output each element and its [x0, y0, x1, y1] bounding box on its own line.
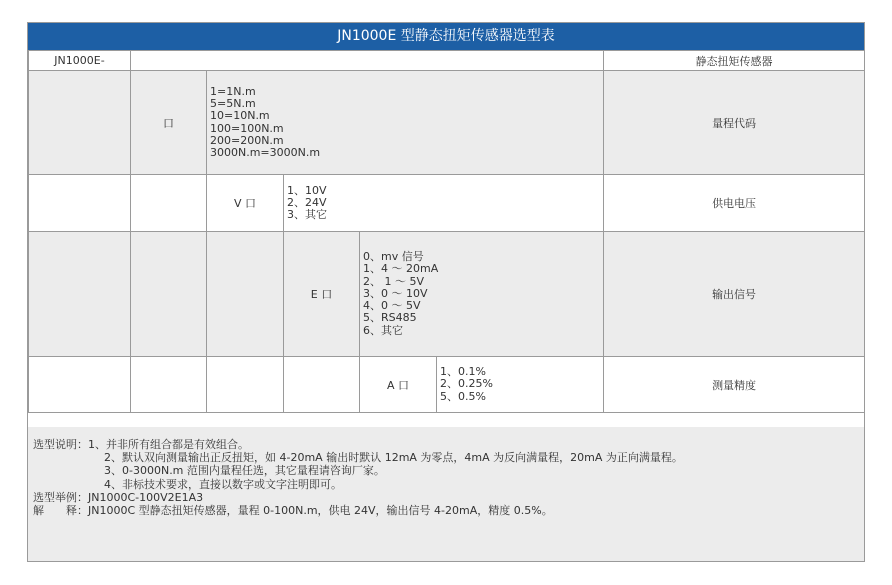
range-option: 1=1N.m: [210, 84, 256, 98]
output-options-cell: [360, 232, 604, 357]
accuracy-options-cell: [437, 357, 604, 413]
selection-table: [28, 50, 865, 413]
table-title: JN1000E 型静态扭矩传感器选型表: [28, 23, 864, 50]
output-label-cell: 输出信号: [604, 232, 865, 357]
output-option: 6、其它: [363, 323, 403, 337]
range-option: 100=100N.m: [210, 121, 284, 135]
output-row: [29, 232, 865, 357]
range-label-cell: 量程代码: [604, 71, 865, 175]
range-option: 200=200N.m: [210, 133, 284, 147]
empty-cell: [29, 175, 131, 232]
note-line: 选型说明：1、并非所有组合都是有效组合。: [33, 438, 249, 451]
accuracy-label-cell: 测量精度: [604, 357, 865, 413]
accuracy-code-cell: A 口: [360, 357, 437, 413]
empty-cell: [131, 175, 207, 232]
empty-cell: [131, 357, 207, 413]
accuracy-option: 5、0.5%: [440, 389, 486, 403]
accuracy-option: 1、0.1%: [440, 365, 486, 379]
notes-section: [28, 427, 864, 561]
voltage-option: 3、其它: [287, 208, 327, 222]
voltage-option: 2、24V: [287, 195, 327, 209]
model-prefix-cell: JN1000E-: [29, 51, 131, 71]
note-line: 3、0-3000N.m 范围内量程任选，其它量程请咨询厂家。: [104, 464, 385, 478]
header-spacer: [131, 51, 604, 71]
output-option: 0、mv 信号: [363, 250, 424, 264]
voltage-code-cell: V 口: [207, 175, 284, 232]
output-option: 4、0 ～ 5V: [363, 299, 421, 313]
range-option: 3000N.m=3000N.m: [210, 145, 321, 159]
output-code-cell: E 口: [284, 232, 360, 357]
range-option: 5=5N.m: [210, 97, 256, 111]
note-line: 4、非标技术要求，直接以数字或文字注明即可。: [104, 477, 342, 491]
empty-cell: [207, 232, 284, 357]
accuracy-option: 2、0.25%: [440, 377, 493, 391]
empty-cell: [284, 357, 360, 413]
range-row: [29, 71, 865, 175]
output-option: 5、RS485: [363, 311, 417, 325]
output-option: 1、4 ～ 20mA: [363, 262, 439, 276]
accuracy-row: [29, 357, 865, 413]
voltage-options-cell: [284, 175, 604, 232]
voltage-label-cell: 供电电压: [604, 175, 865, 232]
voltage-option: 1、10V: [287, 183, 327, 197]
range-code-cell: 口: [131, 71, 207, 175]
table-header-row: [29, 51, 865, 71]
category-cell: 静态扭矩传感器: [604, 51, 865, 71]
range-option: 10=10N.m: [210, 109, 270, 123]
empty-cell: [29, 357, 131, 413]
empty-cell: [29, 232, 131, 357]
range-options-cell: [207, 71, 604, 175]
example-line: 选型举例：JN1000C-100V2E1A3: [33, 490, 204, 504]
empty-cell: [131, 232, 207, 357]
empty-cell: [207, 357, 284, 413]
output-option: 3、0 ～ 10V: [363, 286, 428, 300]
output-option: 2、 1 ～ 5V: [363, 274, 425, 288]
explanation-line: 解 释：JN1000C 型静态扭矩传感器，量程 0-100N.m，供电 24V，输出信号 4-20mA，精度 0.5%。: [33, 504, 553, 518]
empty-cell: [29, 71, 131, 175]
voltage-row: [29, 175, 865, 232]
note-line: 2、默认双向测量输出正反扭矩，如 4-20mA 输出时默认 12mA 为零点，4mA 为反向满量程，20mA 为正向满量程。: [104, 451, 683, 465]
selection-table-sheet: [27, 22, 865, 562]
